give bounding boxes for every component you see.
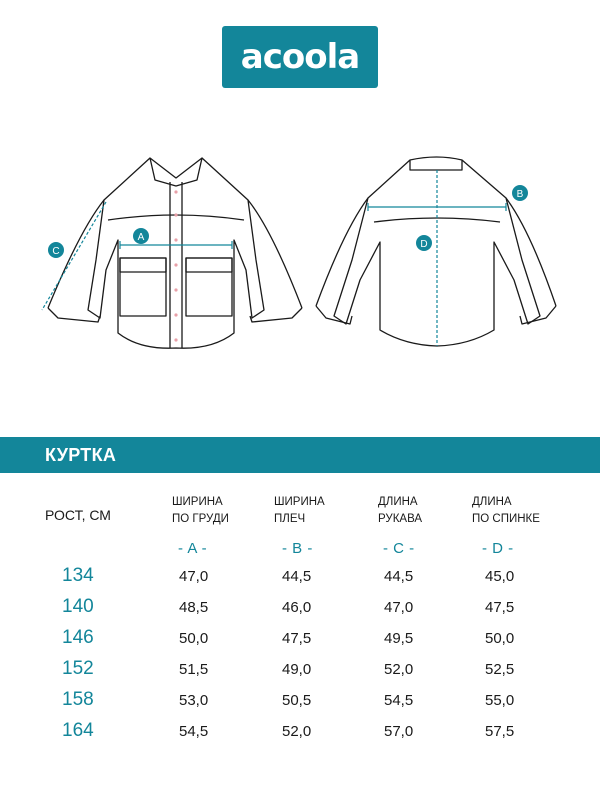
measure-d-letter: D [420,239,428,250]
chest-value: 50,0 [179,630,209,647]
table-row [0,720,600,750]
chest-value: 54,5 [179,723,209,740]
shoulder-value: 46,0 [282,599,312,616]
sleeve-value: 49,5 [384,630,414,647]
column-letter-a: - A - [178,540,208,557]
jacket-diagram [0,140,600,370]
table-row [0,627,600,657]
chest-value: 47,0 [179,568,209,585]
back-value: 57,5 [485,723,515,740]
sleeve-value: 47,0 [384,599,414,616]
chest-value: 53,0 [179,692,209,709]
height-value: 140 [62,596,94,617]
height-value: 146 [62,627,94,648]
shoulder-value: 44,5 [282,568,312,585]
measure-c-badge [48,242,64,258]
chest-value: 51,5 [179,661,209,678]
table-row [0,565,600,595]
sleeve-value: 52,0 [384,661,414,678]
measure-d-badge [416,235,432,251]
column-header-chest: ШИРИНА ПО ГРУДИ [172,496,229,525]
back-value: 45,0 [485,568,515,585]
sleeve-value: 57,0 [384,723,414,740]
measure-a-letter: A [137,232,145,243]
size-table [0,490,600,750]
table-row [0,658,600,688]
measure-a-badge [133,228,149,244]
jacket-front-view [48,158,302,348]
back-value: 55,0 [485,692,515,709]
height-value: 152 [62,658,94,679]
sleeve-value: 44,5 [384,568,414,585]
table-row [0,596,600,626]
sleeve-value: 54,5 [384,692,414,709]
height-value: 158 [62,689,94,710]
column-header-sleeve: ДЛИНА РУКАВА [378,496,423,525]
column-letter-b: - B - [282,540,313,557]
shoulder-value: 49,0 [282,661,312,678]
measure-b-badge [512,185,528,201]
brand-logo [222,26,378,88]
chest-value: 48,5 [179,599,209,616]
height-value: 164 [62,720,94,741]
shoulder-value: 52,0 [282,723,312,740]
back-value: 50,0 [485,630,515,647]
height-value: 134 [62,565,94,586]
back-value: 47,5 [485,599,515,616]
height-header: РОСТ, СМ [45,507,111,523]
brand-logo-text: acoola [240,37,360,77]
column-letter-d: - D - [482,540,514,557]
measure-c-letter: C [52,246,60,257]
back-value: 52,5 [485,661,515,678]
product-banner [0,437,600,473]
column-header-shoulder: ШИРИНА ПЛЕЧ [274,496,325,525]
table-row [0,689,600,719]
product-title: КУРТКА [45,445,117,465]
measure-b-letter: B [516,189,524,200]
column-header-back: ДЛИНА ПО СПИНКЕ [472,496,540,525]
shoulder-value: 47,5 [282,630,312,647]
shoulder-value: 50,5 [282,692,312,709]
jacket-front-buttons [174,190,177,341]
column-letter-c: - C - [383,540,415,557]
